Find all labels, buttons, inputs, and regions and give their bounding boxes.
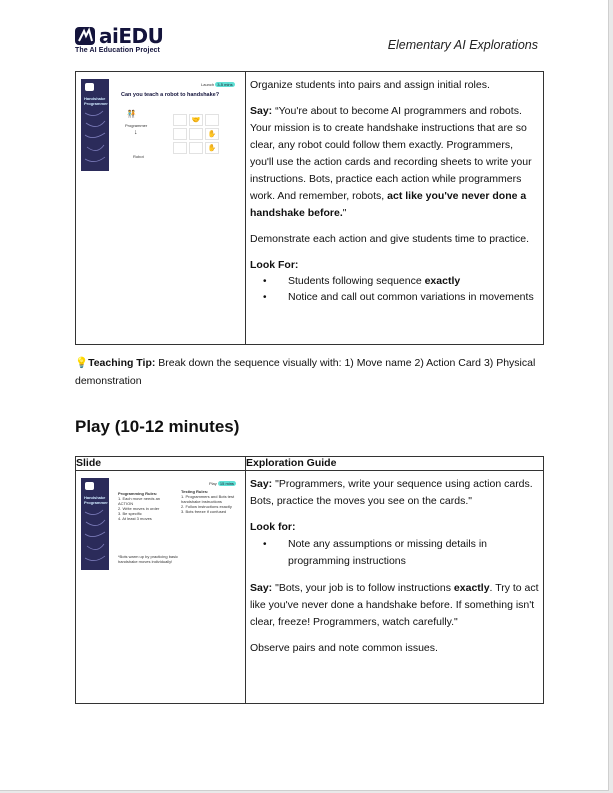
say-text: "Bots, your job is to follow instructions [272,582,454,594]
observe-text: Observe pairs and note common issues. [250,642,438,654]
teaching-tip [75,354,545,390]
slide-cell [76,471,246,704]
robot-label: Robot [133,154,144,159]
say-text: "Programmers, write your sequence using action cards. Bots, practice the moves you see on the cards." [250,478,533,507]
look-for-label: Look for: [250,521,296,533]
demonstrate-text: Demonstrate each action and give students time to practice. [250,233,529,245]
slide-sidebar [81,478,109,570]
rule-item: 1. Each move needs an ACTION [118,496,161,506]
say-label: Say: [250,582,273,594]
slide-badge [209,481,236,486]
sidebar-pattern-icon [83,109,107,167]
list-item [288,536,539,570]
slide-sidebar-caption: Handshake Programmer [84,96,108,106]
look-for-list [250,536,539,570]
aiedu-logo-icon [75,26,97,46]
table-row [76,72,544,345]
aiedu-logo [75,26,163,54]
exploration-guide-cell [246,471,544,704]
kids-icon: 🧑‍🤝‍🧑 [127,111,136,118]
list-item [288,290,539,305]
slide-sidebar [81,79,109,171]
slide-badge [201,82,235,87]
intro-text: Organize students into pairs and assign initial roles. [250,79,490,91]
slide-badge-label: Launch [201,82,215,87]
rule-item: 4. At least 3 moves [118,516,152,521]
say-label: Say: [250,105,273,117]
look-for-label: Look For: [250,259,299,271]
document-title: Elementary AI Explorations [387,38,538,52]
say-label: Say: [250,478,273,490]
slide-note: *Bots warm up by practicing basic handshake moves individually! [118,554,179,564]
table-header-row [76,457,544,471]
say-close: " [342,207,347,219]
testing-item: 2. Follow instructions exactly [181,504,232,509]
list-item-text: Notice and call out common variations in movements [288,291,534,303]
logo-subtitle: The AI Education Project [75,47,160,54]
column-header-guide: Exploration Guide [246,457,544,471]
programming-rules [118,491,170,521]
testing-item: 1. Programmers and Bots test handshake instructions [181,494,235,504]
slide-badge-pill: 3-5 mins [217,82,233,87]
testing-title: Testing Rules: [181,489,209,494]
testing-rules [181,489,237,514]
say-paragraph [250,103,539,222]
arrow-down-icon: ↓ [134,129,138,136]
logo-text: aiEDU [99,24,164,48]
launch-table [75,71,544,345]
tip-label: Teaching Tip: [88,357,156,369]
say-text-rest: . Try to act like you've never done a handshake before. If something isn't clear, freeze! Programmers, watch carefully." [250,582,539,628]
slide-sidebar-caption: Handshake Programmer [84,495,108,505]
testing-item: 3. Bots freeze if confused [181,509,227,514]
play-table [75,456,544,704]
slide-badge-pill: 15 mins [219,481,234,486]
rule-item: 3. Be specific [118,511,142,516]
section-heading-play: Play (10-12 minutes) [75,417,240,436]
list-item-text: Note any assumptions or missing details in programming instructions [288,538,488,567]
say-text: “You're about to become AI programmers and robots. Your mission is to create handshake instructions that are so clear, any robot could follow them exactly. Programmers, you'll use the action cards and recording sheets to write your instructions. Bots, practice each action while programmers work. And remember, robots, [250,105,532,202]
tip-text: Break down the sequence visually with: 1) Move name 2) Action Card 3) Physical demonstration [75,357,536,387]
rule-item: 2. Write moves in order [118,506,160,511]
say-paragraph [250,476,539,510]
rules-title: Programming Rules: [118,491,158,496]
action-card-grid: 🤝 ✋ ✋ [173,114,219,154]
programmer-label: Programmer [125,123,148,128]
slide-cell [76,72,246,345]
slide-logo-icon [85,482,94,490]
instruction-cell [246,72,544,345]
say-bold-text: act like you've never done a handshake before. [250,190,527,219]
slide-thumbnail-launch[interactable] [81,79,239,171]
list-item [288,274,539,289]
table-row [76,471,544,704]
sidebar-pattern-icon [83,508,107,566]
list-item-text: Students following sequence [288,275,425,287]
say-paragraph-2 [250,580,539,631]
look-for-list [250,274,539,305]
column-header-slide: Slide [76,457,246,471]
slide-logo-icon [85,83,94,91]
say-bold-text: exactly [453,582,490,594]
list-item-bold: exactly [424,275,461,287]
slide-thumbnail-play[interactable] [81,478,239,570]
slide-question: Can you teach a robot to handshake? [121,92,220,98]
slide-badge-label: Play [209,481,217,486]
lightbulb-icon: 💡 [75,357,89,369]
